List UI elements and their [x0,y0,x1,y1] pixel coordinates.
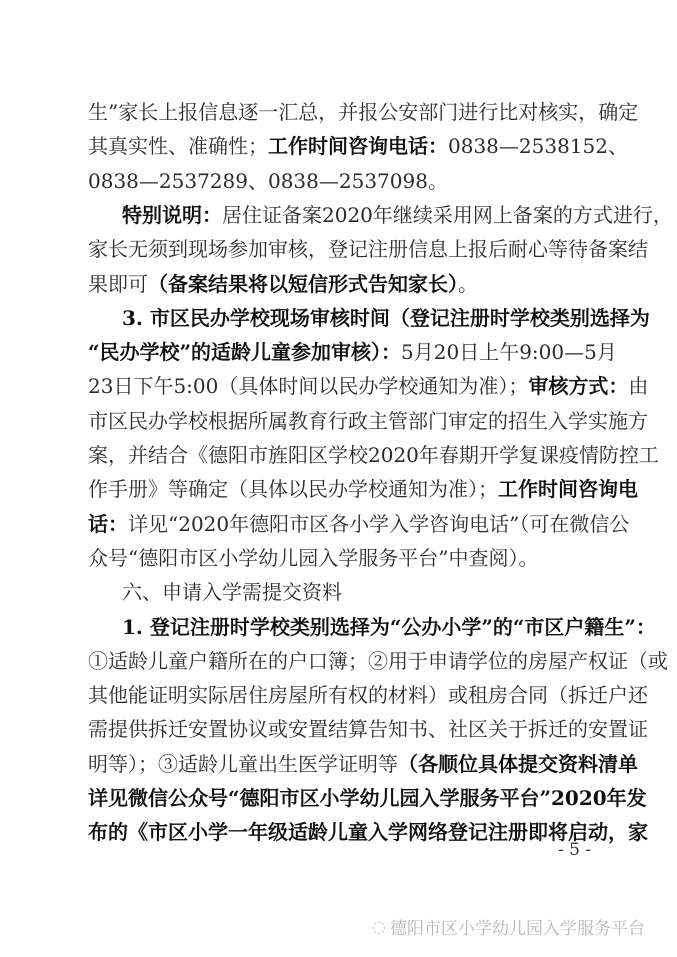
bold-text: 特别说明： [122,202,222,227]
text-line [88,202,673,227]
text: 。 [458,271,478,296]
bold-text: 详见微信公众号“德阳市区小学幼儿园入学服务平台”2020年发 [88,786,647,810]
text: 0838—2538152、 [448,134,628,159]
text-line [88,443,659,467]
text-line [88,272,591,296]
text-line [88,305,650,330]
text: 众号“德阳市区小学幼儿园入学服务平台”中查阅）。 [88,545,539,570]
text: 23日下午5:00（具体时间以民办学校通知为准）； [88,374,529,399]
bold-text: “民办学校”的适龄儿童参加审核）： [88,340,402,365]
text: ①适龄儿童户籍所在的户口簿；②用于申请学位的房屋产权证（或 [88,648,668,673]
text-line [88,820,648,845]
text: 六、申请入学需提交资料 [122,580,342,605]
text-line [88,546,591,570]
text-line [88,374,649,399]
page-number: - 5 - [558,840,592,860]
bold-text: 1. 登记注册时学校类别选择为“公办小学”的“市区户籍生”： [122,614,656,639]
text-line [88,340,617,365]
text-line [88,237,648,262]
wechat-icon: ◌ [372,917,386,936]
text: 明等）；③适龄儿童出生医学证明等 [88,751,398,776]
text-line [88,134,628,159]
text: 其真实性、准确性； [88,134,268,159]
watermark [372,914,645,939]
text-line [88,751,638,776]
watermark-text: 德阳市区小学幼儿园入学服务平台 [389,919,645,939]
text: 案，并结合《德阳市旌阳区学校2020年春期开学复课疫情防控工 [88,443,659,467]
text: 家长无须到现场参加审核，登记注册信息上报后耐心等待备案结 [88,237,648,262]
text-line [88,408,648,433]
text: 0838—2537289、0838—2537098。 [88,168,448,193]
text: 生”家长上报信息逐一汇总，并报公安部门进行比对核实，确定 [88,100,639,124]
text-line [88,614,656,639]
bold-text: 3. 市区民办学校现场审核时间（登记注册时学校类别选择为 [122,305,650,330]
text-line [88,169,591,193]
text: 5月20日上午9:00—5月 [401,340,617,365]
text: 详见“2020年德阳市区各小学入学咨询电话”（可在微信公 [128,511,630,536]
bold-text: 审核方式： [528,374,629,399]
bold-text: （各顺位具体提交资料清单 [398,751,638,776]
text-line [88,717,648,742]
bold-text: 工作时间咨询电话： [268,134,448,159]
bold-text: （备案结果将以短信形式告知家长） [148,271,458,296]
section-heading [88,580,591,604]
text: 作手册》等确定（具体以民办学校通知为准）； [88,477,498,502]
text: 其他能证明实际居住房屋所有权的材料）或租房合同（拆迁户还 [88,683,648,708]
text: 果即可 [88,271,148,296]
bold-text: 话： [88,511,128,536]
text: 需提供拆迁安置协议或安置结算告知书、社区关于拆迁的安置证 [88,717,648,742]
text: 由 [628,374,649,399]
text-line [88,511,630,536]
text: 居住证备案2020年继续采用网上备案的方式进行， [222,202,673,227]
text-line [88,648,668,673]
text-line [88,100,639,124]
text-line [88,683,648,708]
text: 市区民办学校根据所属教育行政主管部门审定的招生入学实施方 [88,408,648,433]
text-line [88,477,638,502]
text-line [88,786,647,810]
bold-text: 布的《市区小学一年级适龄儿童入学网络登记注册即将启动，家 [88,820,648,845]
bold-text: 工作时间咨询电 [498,477,638,502]
